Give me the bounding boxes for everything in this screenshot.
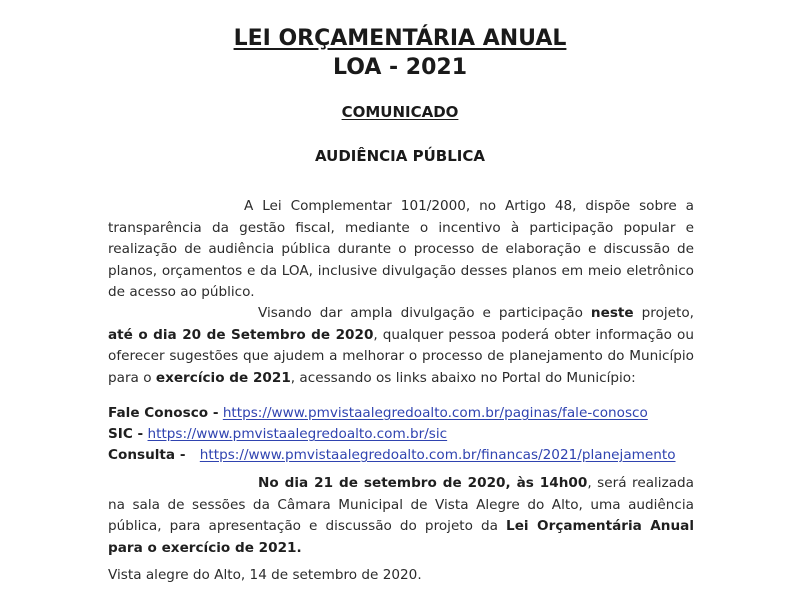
links-list (108, 403, 708, 466)
fiscal-year-text: exercício de 2021 (155, 369, 291, 386)
consulta-link[interactable]: https://www.pmvistaalegredoalto.com.br/financas/2021/planejamento (199, 447, 676, 463)
link-row-sic (108, 424, 708, 445)
text-run: projeto, (633, 305, 694, 321)
text-run: , acessando os links abaixo no Portal do Município: (290, 369, 636, 386)
link-label: SIC - (108, 426, 144, 442)
text-run: Visando dar ampla divulgação e participação (258, 305, 591, 321)
closing-date-line: Vista alegre do Alto, 14 de setembro de 2020. (108, 567, 422, 583)
document-title: LEI ORÇAMENTÁRIA ANUAL (233, 26, 567, 51)
hearing-date-text: No dia 21 de setembro de 2020, às 14h00 (258, 475, 588, 491)
link-label: Fale Conosco - (108, 405, 219, 421)
paragraph-hearing (108, 473, 694, 559)
sic-link[interactable]: https://www.pmvistaalegredoalto.com.br/sic (147, 426, 448, 442)
link-row-fale-conosco (108, 403, 708, 424)
paragraph-legal-basis: A Lei Complementar 101/2000, no Artigo 48, dispõe sobre a transparência da gestão fiscal, mediante o incentivo à participação popular e realização de audiência pública durante o processo de elaboração e discussão de planos, orçamentos e da LOA, inclusive divulgação desses planos em meio eletrônico de acesso ao público. (108, 198, 694, 300)
law-name-text: Lei Orçamentária Anual para o exercício de 2021. (108, 518, 694, 556)
subject-heading: AUDIÊNCIA PÚBLICA (315, 147, 485, 165)
paragraph-participation (108, 303, 694, 389)
bold-text: neste (590, 305, 634, 321)
fale-conosco-link[interactable]: https://www.pmvistaalegredoalto.com.br/paginas/fale-conosco (222, 405, 648, 421)
deadline-text: até o dia 20 de Setembro de 2020 (108, 326, 374, 343)
link-label: Consulta - (108, 447, 186, 463)
notice-heading: COMUNICADO (341, 103, 459, 121)
link-row-consulta (108, 445, 708, 466)
text-run: , será realizada na sala de sessões da Câmara Municipal de Vista Alegre do Alto, uma audiência pública, para apresentação e discussão do projeto da (108, 475, 695, 534)
document-subtitle: LOA - 2021 (332, 55, 468, 80)
text-run: , qualquer pessoa poderá obter informação ou oferecer sugestões que ajudem a melhorar o processo de planejamento do Município para o (108, 326, 694, 386)
